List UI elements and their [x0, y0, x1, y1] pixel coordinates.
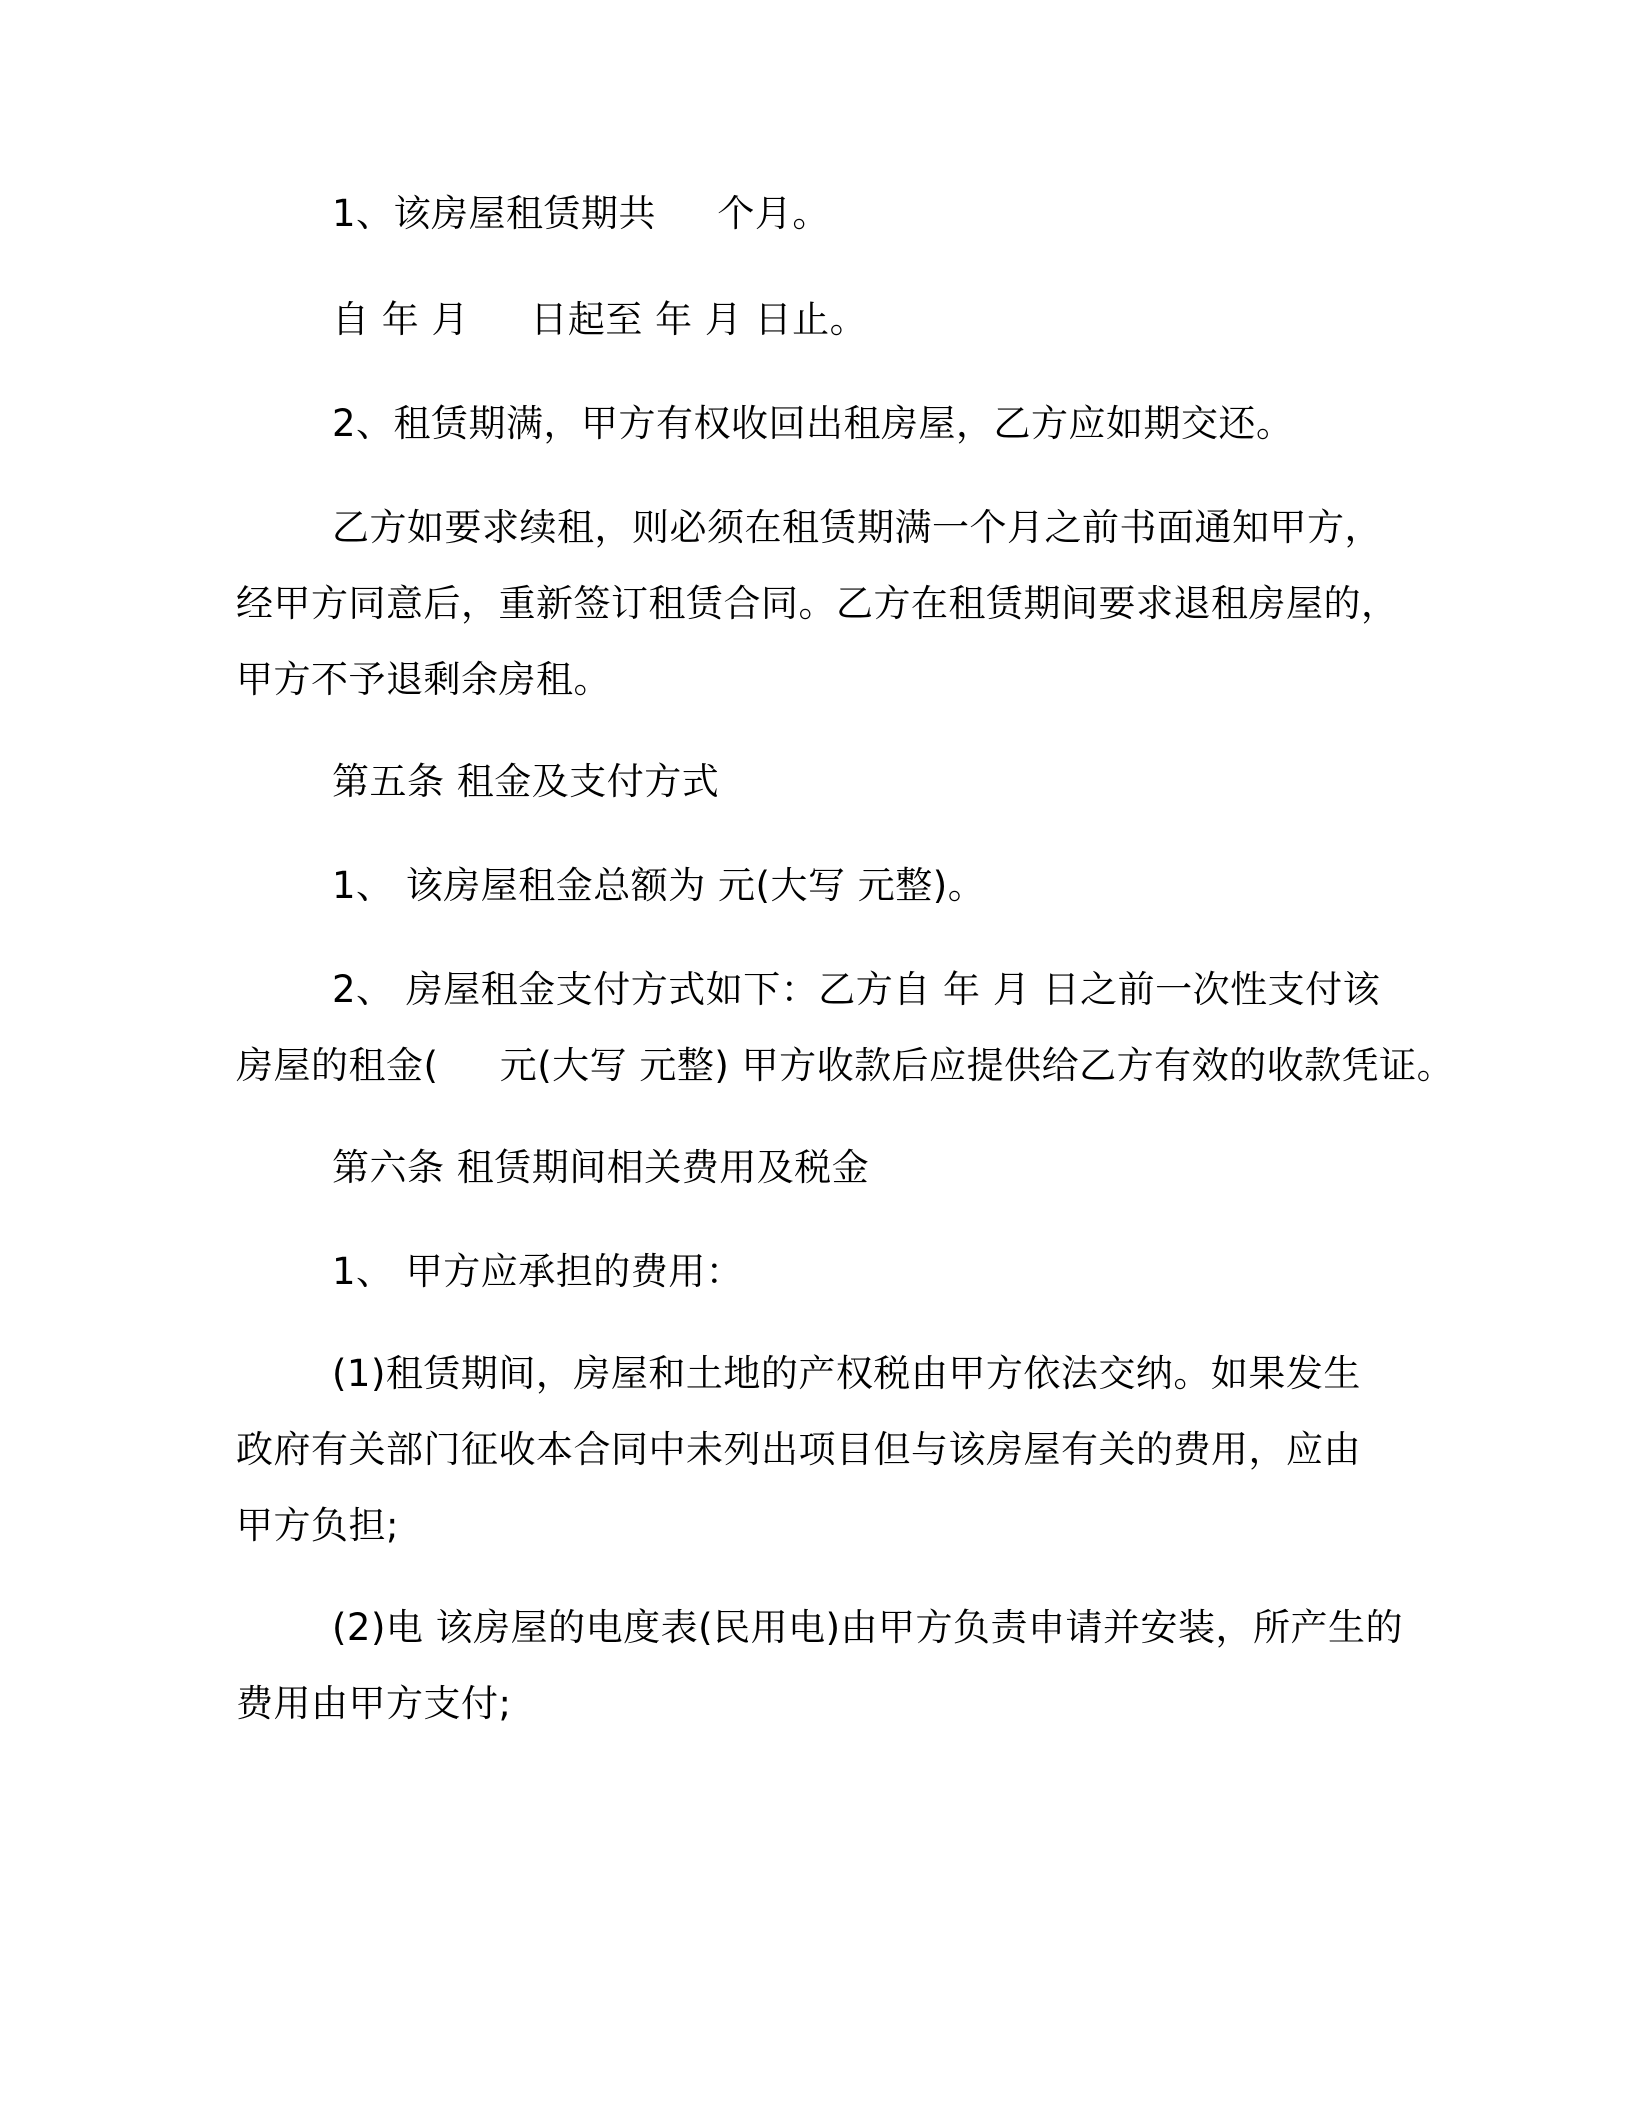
clause-6-sub-1-line-3: 甲方负担;: [236, 1504, 399, 1547]
clause-5-item-1: 1、 该房屋租金总额为 元(大写 元整)。: [332, 864, 986, 907]
clause-6-sub-2-line-1: (2)电 该房屋的电度表(民用电)由甲方负责申请并安装，所产生的: [332, 1606, 1404, 1649]
renewal-paragraph-line-3: 甲方不予退剩余房租。: [236, 658, 611, 701]
clause-6-heading: 第六条 租赁期间相关费用及税金: [332, 1146, 870, 1189]
clause-4-item-2: 2、租赁期满，甲方有权收回出租房屋，乙方应如期交还。: [332, 402, 1294, 445]
clause-6-sub-1-line-1: (1)租赁期间，房屋和土地的产权税由甲方依法交纳。如果发生: [332, 1352, 1361, 1395]
clause-5-heading: 第五条 租金及支付方式: [332, 760, 720, 803]
clause-5-item-2-line-1: 2、 房屋租金支付方式如下：乙方自 年 月 日之前一次性支付该: [332, 968, 1381, 1011]
clause-6-item-1: 1、 甲方应承担的费用：: [332, 1250, 744, 1293]
renewal-paragraph-line-1: 乙方如要求续租，则必须在租赁期满一个月之前书面通知甲方，: [332, 506, 1382, 549]
renewal-paragraph-line-2: 经甲方同意后，重新签订租赁合同。乙方在租赁期间要求退租房屋的，: [236, 582, 1399, 625]
clause-5-item-2-line-2: 房屋的租金( 元(大写 元整) 甲方收款后应提供给乙方有效的收款凭证。: [236, 1044, 1455, 1087]
clause-4-item-1: 1、该房屋租赁期共 个月。: [332, 192, 830, 235]
clause-6-sub-1-line-2: 政府有关部门征收本合同中未列出项目但与该房屋有关的费用，应由: [236, 1428, 1361, 1471]
clause-6-sub-2-line-2: 费用由甲方支付;: [236, 1682, 512, 1725]
clause-4-term-dates: 自 年 月 日起至 年 月 日止。: [332, 298, 868, 341]
